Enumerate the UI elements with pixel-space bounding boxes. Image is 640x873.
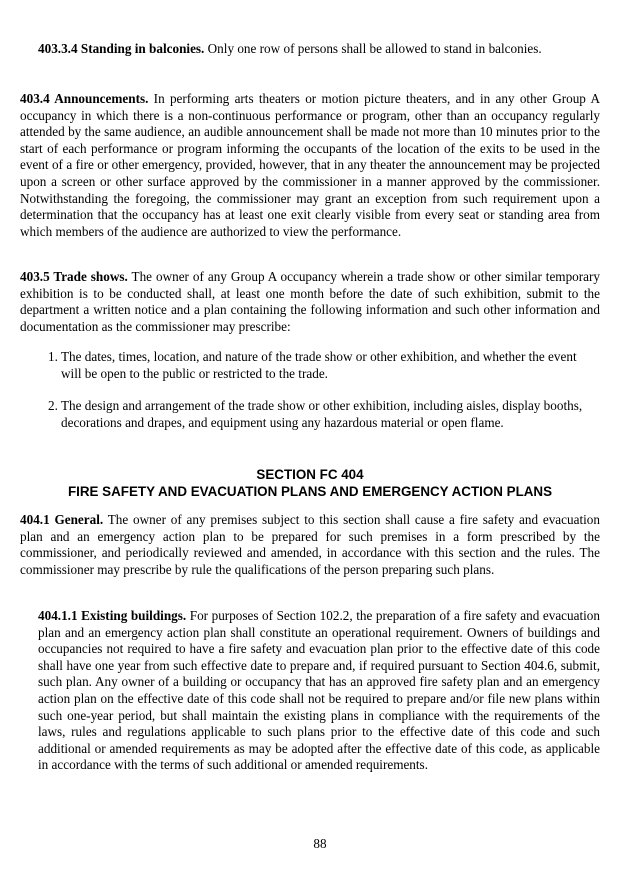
section-title-number: SECTION FC 404 <box>256 467 364 482</box>
section-403-4 <box>20 91 600 240</box>
section-heading: 403.5 Trade shows. <box>20 269 128 284</box>
section-403-3-4 <box>38 41 600 58</box>
list-item-text: The design and arrangement of the trade show or other exhibition, including aisles, display booths, decorations and drapes, and equipment using any hazardous material or open flame. <box>61 398 583 430</box>
section-heading: 403.4 Announcements. <box>20 91 149 106</box>
list-item <box>50 398 600 431</box>
section-heading: 404.1 General. <box>20 512 104 527</box>
section-body: Only one row of persons shall be allowed to stand in balconies. <box>204 41 542 56</box>
section-heading: 404.1.1 Existing buildings. <box>38 608 187 623</box>
page-number: 88 <box>313 836 327 851</box>
section-heading: 403.3.4 Standing in balconies. <box>38 41 205 56</box>
section-403-5 <box>20 269 600 335</box>
section-404-1-1 <box>38 608 600 774</box>
section-404-1 <box>20 512 600 578</box>
list-item-number: 1. <box>48 349 58 364</box>
section-body: For purposes of Section 102.2, the preparation of a fire safety and evacuation plan and an emergency action plan shall constitute an operational requirement. Owners of buildings and occupancies not required to have a fire safety and evacuation plan prior to the effective date of this code shall have one year from such effective date to prepare and, if required pursuant to Section 404.6, submit, such plan. Any owner of a building or occupancy that has an approved fire safety plan and an emergency action plan on the effective date of this code shall not be required to prepare and/or file new plans within such one-year period, but shall maintain the existing plans in compliance with the requirements of the laws, rules and regulations applicable to such plans prior to the effective date of this code and such additional or amended requirements as may be adopted after the effective date of this code, as applicable in accordance with the terms of such additional or amended requirements. <box>38 608 600 773</box>
list-item-number: 2. <box>48 398 58 413</box>
section-body: In performing arts theaters or motion picture theaters, and in any other Group A occupancy in which there is a non-continuous performance or program, other than an occupancy regularly attended by the same audience, an audible announcement shall be made not more than 10 minutes prior to the start of each performance or program informing the occupants of the location of the exits to be used in the event of a fire or other emergency, provided, however, that in any theater the announcement may be projected upon a screen or other surface approved by the commissioner in a manner approved by the commissioner. Notwithstanding the foregoing, the commissioner may grant an exception from such requirement upon a determination that the occupancy has at least one exit clearly visible from every seat or standing area from which members of the audience are authorized to view the performance. <box>20 91 600 239</box>
section-body: The owner of any premises subject to this section shall cause a fire safety and evacuation plan and an emergency action plan to be prepared for such premises in a form prescribed by the commissioner, and periodically reviewed and amended, in accordance with this section and the rules. The commissioner may prescribe by rule the qualifications of the person preparing such plans. <box>20 512 600 577</box>
list-item <box>50 349 600 382</box>
list-item-text: The dates, times, location, and nature of the trade show or other exhibition, and whether the event will be open to the public or restricted to the trade. <box>61 349 577 381</box>
section-body: The owner of any Group A occupancy wherein a trade show or other similar temporary exhibition is to be conducted shall, at least one month before the date of such exhibition, submit to the department a written notice and a plan containing the following information and such other information and documentation as the commissioner may prescribe: <box>20 269 600 334</box>
section-title-name: FIRE SAFETY AND EVACUATION PLANS AND EMERGENCY ACTION PLANS <box>67 484 553 499</box>
